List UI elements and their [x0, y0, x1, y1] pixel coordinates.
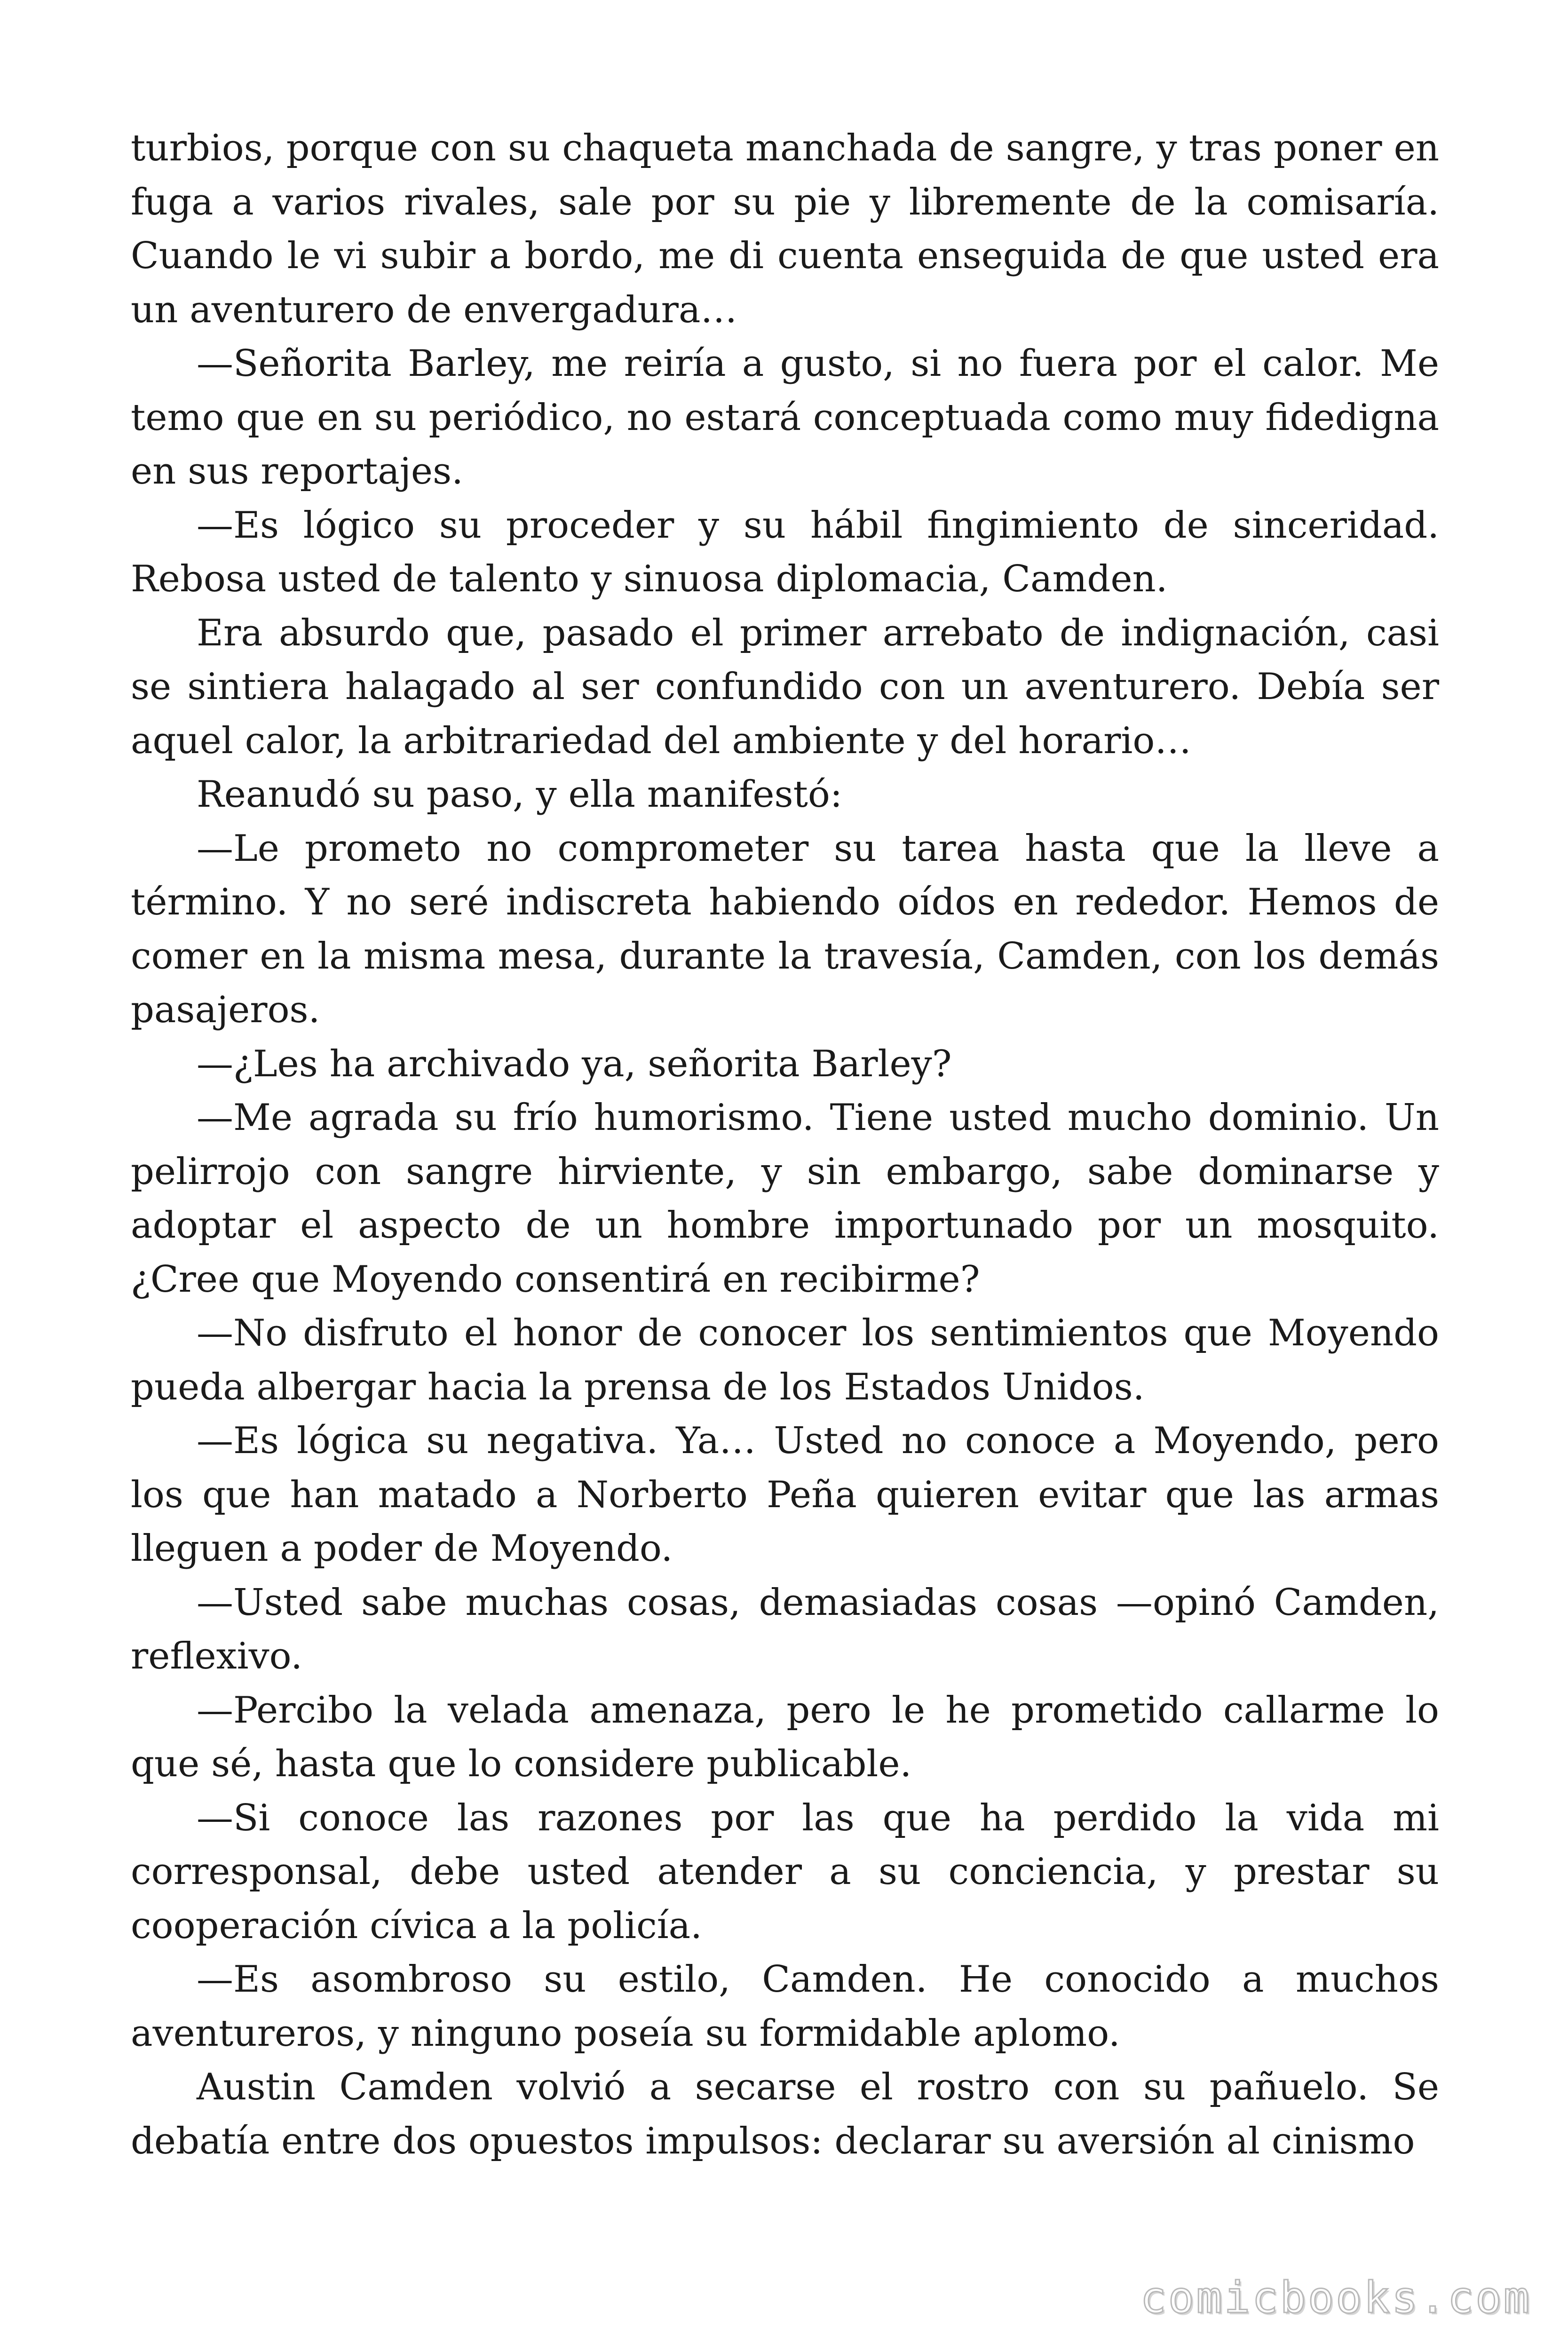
watermark: comicbooks.com	[1140, 2273, 1531, 2323]
paragraph: —Usted sabe muchas cosas, demasiadas cosas —opinó Camden, reflexivo.	[131, 1581, 1439, 1677]
paragraph: —Le prometo no comprometer su tarea hasta que la lleve a término. Y no seré indiscreta habiendo oídos en rededor. Hemos de comer en la misma mesa, durante la travesía, Camden, con los demás pasajeros.	[131, 827, 1439, 1031]
paragraph: —Es lógica su negativa. Ya… Usted no conoce a Moyendo, pero los que han matado a Norberto Peña quieren evitar que las armas lleguen a poder de Moyendo.	[131, 1420, 1439, 1570]
paragraph: Era absurdo que, pasado el primer arrebato de indignación, casi se sintiera halagado al ser confundido con un aventurero. Debía ser aquel calor, la arbitrariedad del ambiente y del horario…	[131, 612, 1439, 762]
paragraph: Austin Camden volvió a secarse el rostro con su pañuelo. Se debatía entre dos opuestos impulsos: declarar su aversión al cinismo	[131, 2066, 1439, 2162]
body-text	[131, 121, 1439, 2168]
paragraph: Reanudó su paso, y ella manifestó:	[197, 773, 843, 816]
paragraph: turbios, porque con su chaqueta manchada de sangre, y tras poner en fuga a varios rivales, sale por su pie y libremente de la comisaría. Cuando le vi subir a bordo, me di cuenta enseguida de que usted era un aventurero de envergadura…	[131, 127, 1439, 331]
paragraph: —Percibo la velada amenaza, pero le he prometido callarme lo que sé, hasta que lo considere publicable.	[131, 1689, 1439, 1785]
paragraph: —No disfruto el honor de conocer los sentimientos que Moyendo pueda albergar hacia la prensa de los Estados Unidos.	[131, 1312, 1439, 1408]
paragraph: —¿Les ha archivado ya, señorita Barley?	[197, 1042, 952, 1085]
paragraph: —Es lógico su proceder y su hábil fingimiento de sinceridad. Rebosa usted de talento y sinuosa diplomacia, Camden.	[131, 504, 1439, 600]
paragraph: —Si conoce las razones por las que ha perdido la vida mi corresponsal, debe usted atender a su conciencia, y prestar su cooperación cívica a la policía.	[131, 1796, 1439, 1947]
paragraph: —Es asombroso su estilo, Camden. He conocido a muchos aventureros, y ninguno poseía su formidable aplomo.	[131, 1958, 1439, 2055]
paragraph: —Me agrada su frío humorismo. Tiene usted mucho dominio. Un pelirrojo con sangre hirviente, y sin embargo, sabe dominarse y adoptar el aspecto de un hombre importunado por un mosquito. ¿Cree que Moyendo consentirá en recibirme?	[131, 1097, 1439, 1301]
paragraph: —Señorita Barley, me reiría a gusto, si no fuera por el calor. Me temo que en su periódico, no estará conceptuada como muy fidedigna en sus reportajes.	[131, 342, 1439, 493]
